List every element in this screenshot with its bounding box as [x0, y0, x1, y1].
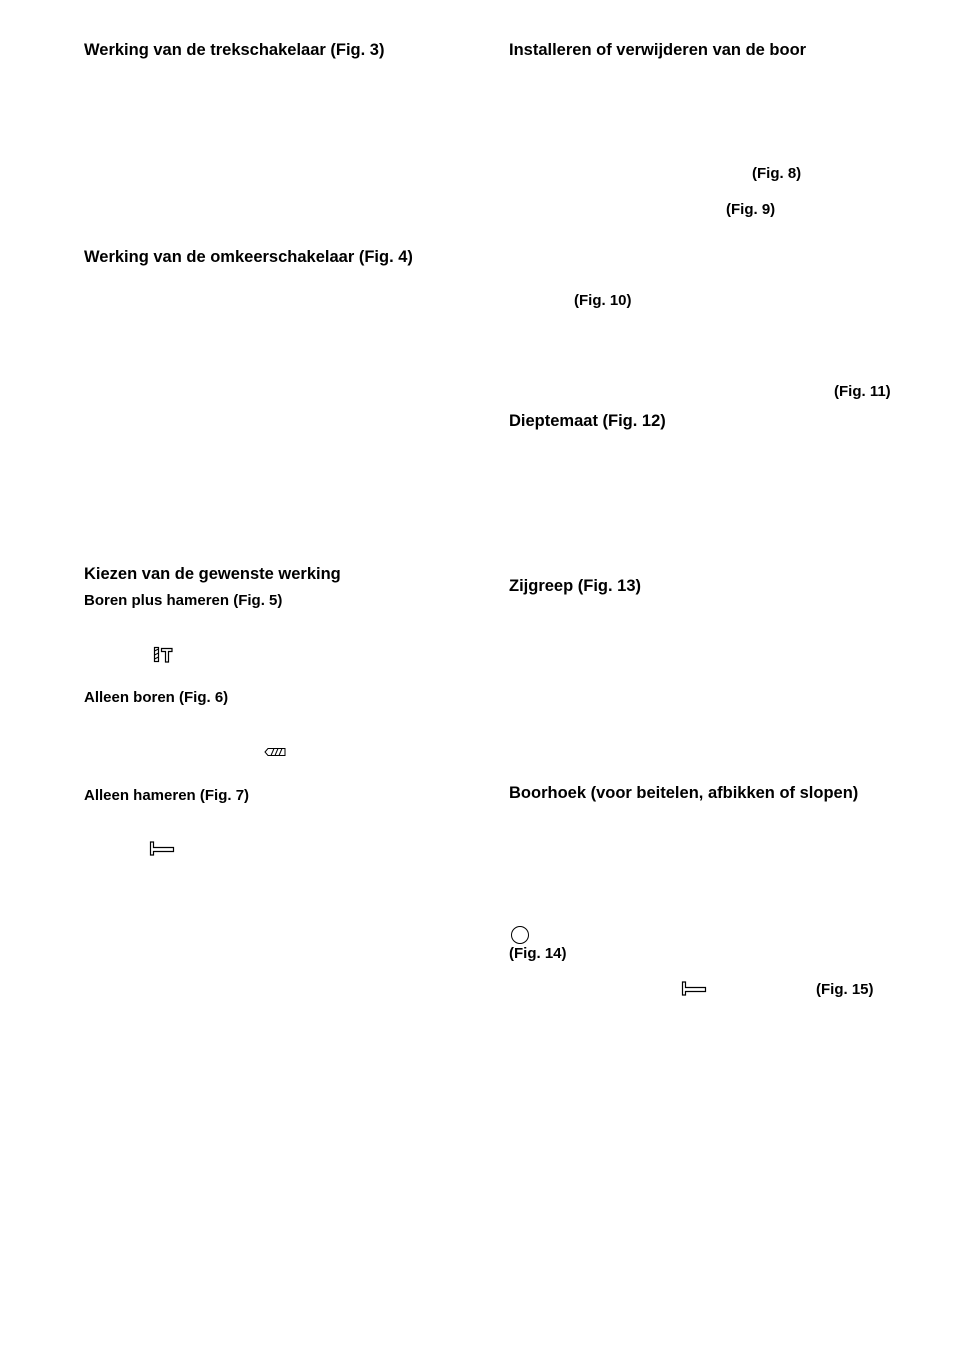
fig9-reference: (Fig. 9): [726, 201, 776, 218]
fig15-reference: (Fig. 15): [816, 981, 874, 998]
drill-bit-icon: [264, 747, 286, 757]
trigger-switch-heading: Werking van de trekschakelaar (Fig. 3): [84, 41, 385, 59]
reverse-switch-heading: Werking van de omkeerschakelaar (Fig. 4): [84, 248, 413, 266]
drill-hammer-icon: [152, 646, 174, 664]
circle-icon: [510, 925, 530, 945]
fig8-reference: (Fig. 8): [752, 165, 802, 182]
side-grip-heading: Zijgreep (Fig. 13): [509, 577, 642, 595]
fig11-reference: (Fig. 11): [834, 383, 891, 400]
depth-gauge-heading: Dieptemaat (Fig. 12): [509, 412, 666, 430]
hammer-only-subheading: Alleen hameren (Fig. 7): [84, 787, 250, 804]
fig14-reference: (Fig. 14): [509, 945, 567, 962]
bit-install-heading: Installeren of verwijderen van de boor: [509, 41, 807, 59]
rotation-only-subheading: Alleen boren (Fig. 6): [84, 689, 229, 706]
fig10-reference: (Fig. 10): [574, 292, 632, 309]
rotation-hammer-subheading: Boren plus hameren (Fig. 5): [84, 592, 283, 609]
mode-selection-heading: Kiezen van de gewenste werking: [84, 565, 341, 583]
bit-angle-heading: Boorhoek (voor beitelen, afbikken of slopen): [509, 784, 859, 802]
hammer-icon: [681, 981, 707, 996]
hammer-icon: [149, 841, 175, 856]
